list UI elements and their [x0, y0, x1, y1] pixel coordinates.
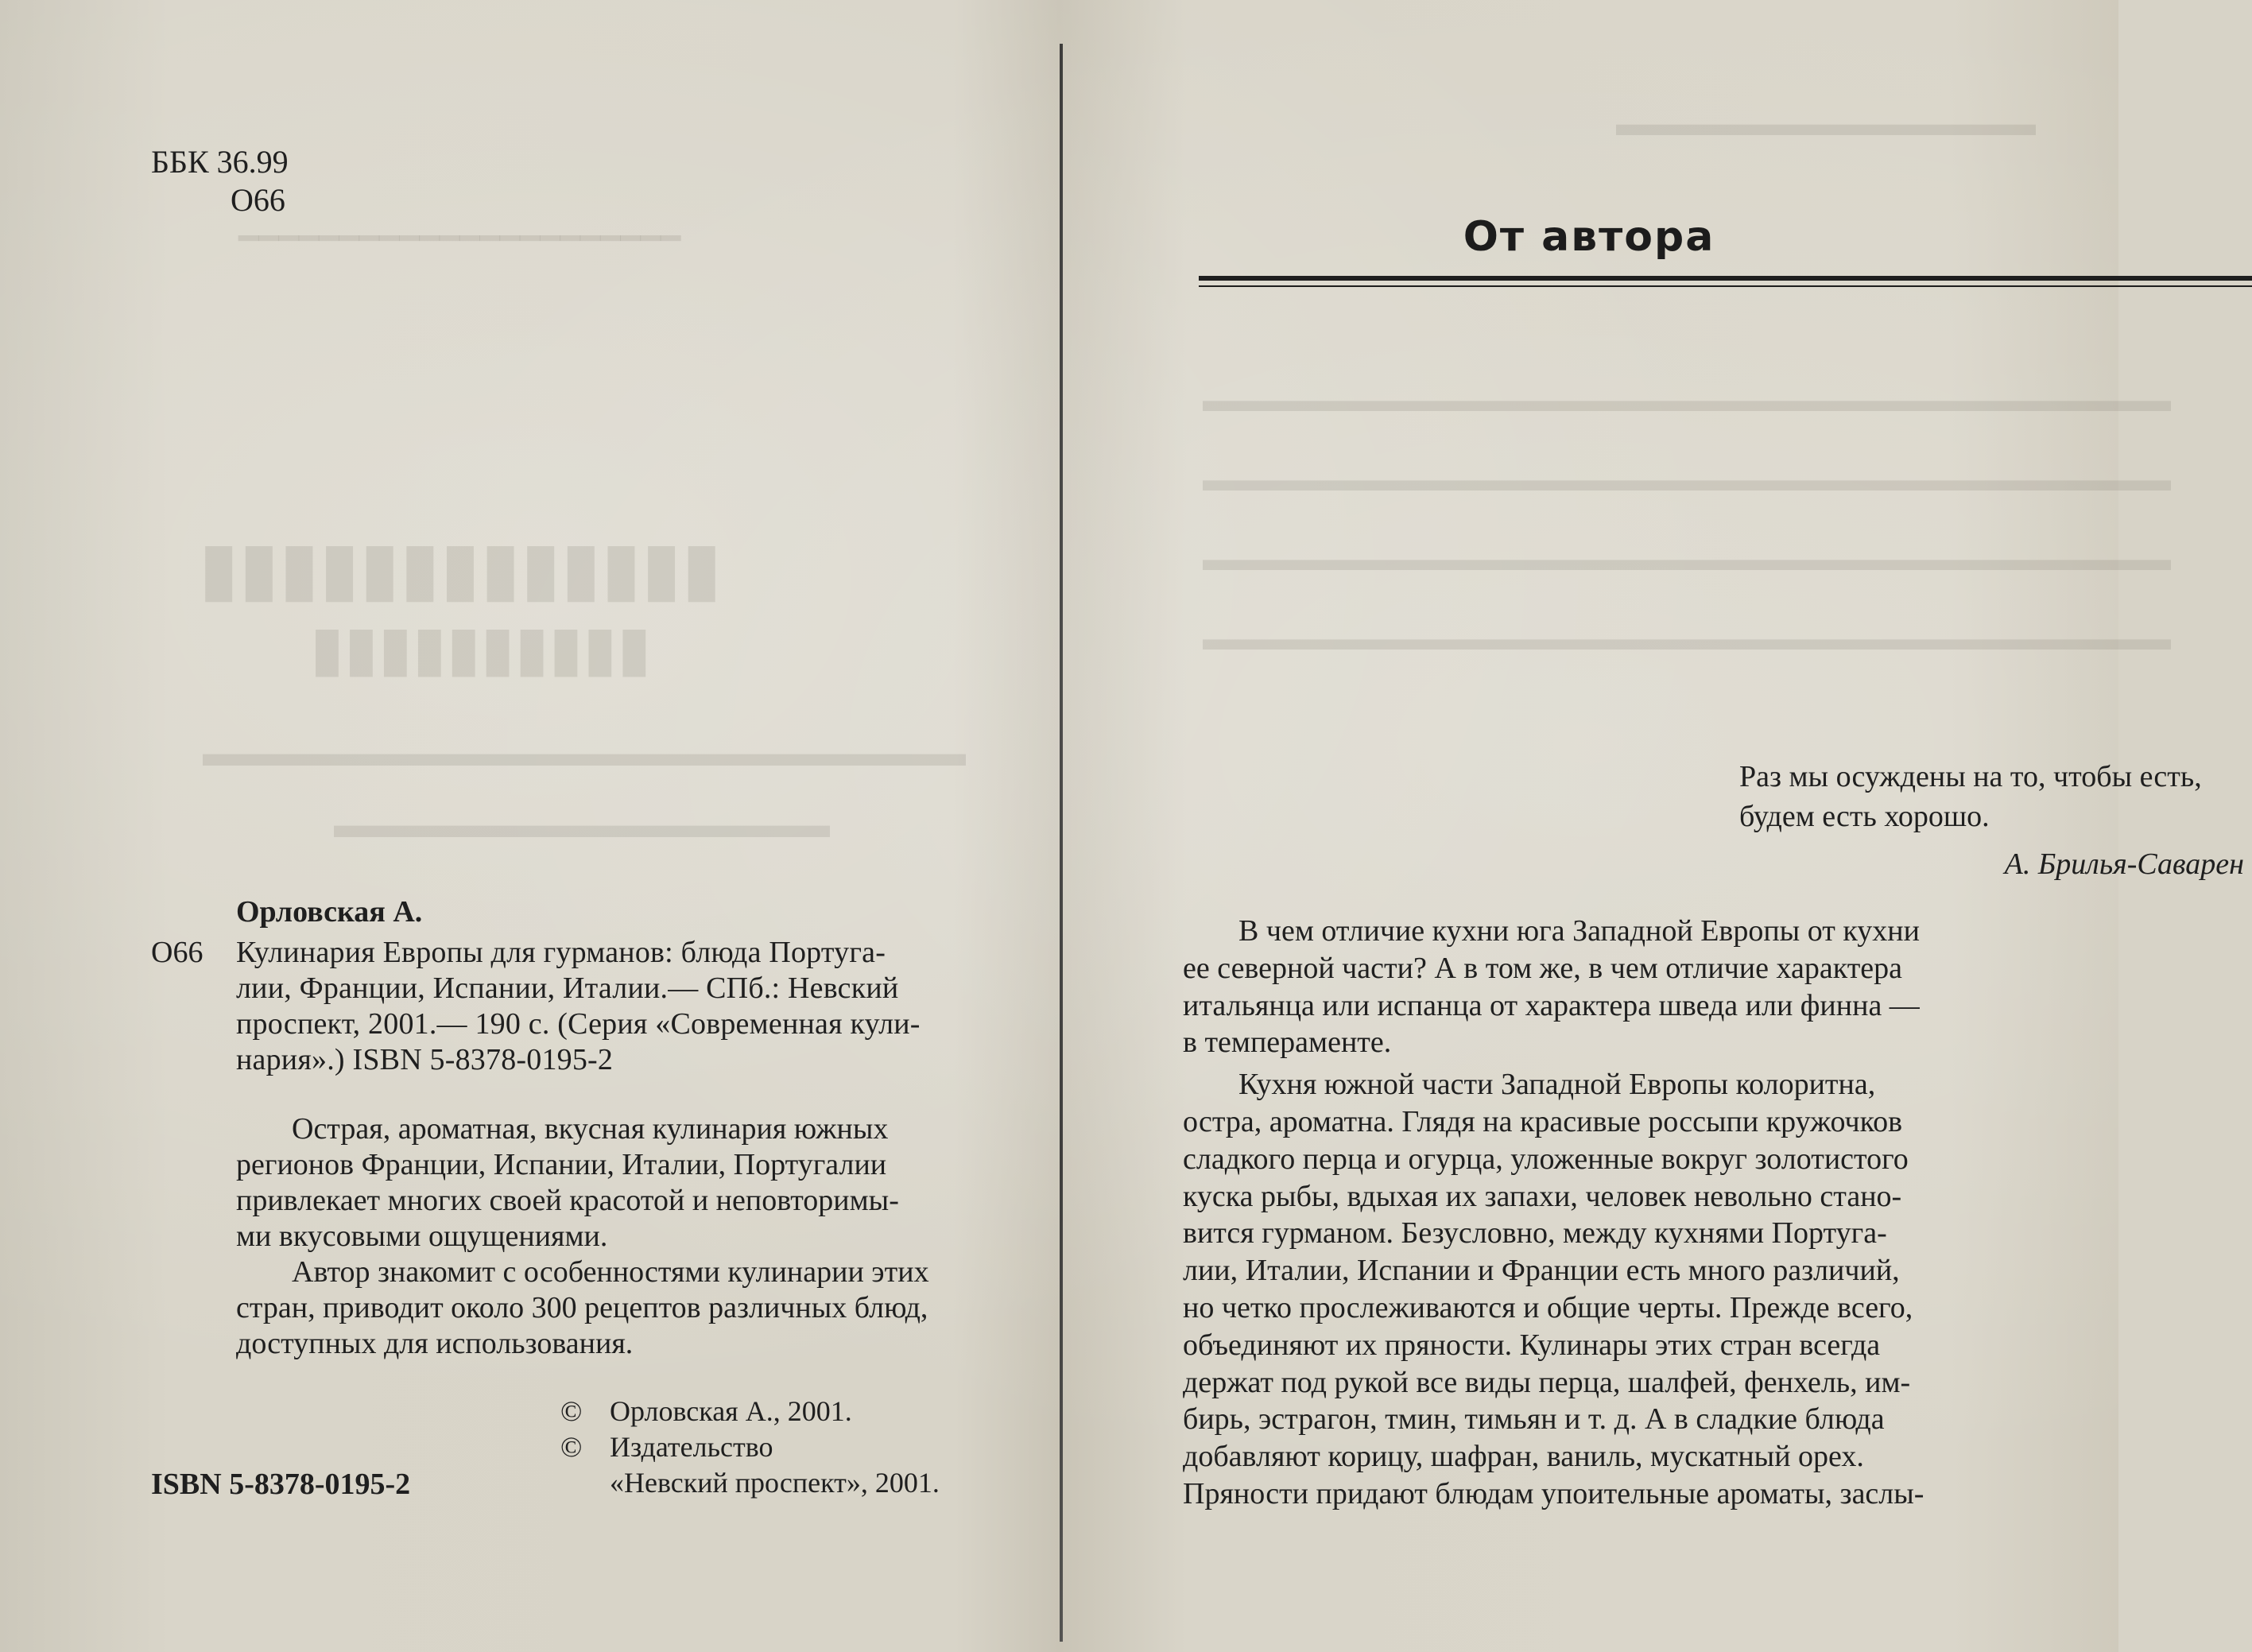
show-through-ghost: ▬▬▬▬▬▬▬▬▬▬▬▬ — [1616, 104, 2036, 143]
epigraph — [1501, 757, 2244, 884]
isbn: ISBN 5-8378-0195-2 — [151, 1468, 411, 1501]
copyright-icon: © — [560, 1431, 583, 1463]
bbk-classification — [151, 143, 289, 219]
body-paragraph: Кухня южной части Западной Европы колоритна, остра, ароматна. Глядя на красивые россыпи кружочков сладкого перца и огурца, уложенные вокруг золотистого куска рыбы, вдыхая их запахи, человек невольно стано- вится гурманом. Безусловно, между кухнями Португа- лии, Италии, Испании и Франции есть много различий, но четко прослеживаются и общие черты. Прежде всего, объединяют их пряности. Кулинары этих стран всегда держат под рукой все виды перца, шалфей, фенхель, им- бирь, эстрагон, тмин, тимьян и т. д. А в сладкие блюда добавляют корицу, шафран, ваниль, мускатный орех. Пряности придают блюдам упоительные ароматы, заслы- — [1183, 1068, 1924, 1510]
body-paragraph: В чем отличие кухни юга Западной Европы от кухни ее северной части? А в том же, в чем отличие характера итальянца или испанца от характера шведа или финна — в темпераменте. — [1183, 914, 1920, 1060]
show-through-ghost: ▬▬▬▬▬▬▬▬▬▬▬▬▬▬▬▬▬▬▬▬▬▬▬▬▬▬▬▬▬ — [1203, 382, 2171, 419]
show-through-ghost: ▬▬▬▬▬▬▬▬▬▬▬▬▬▬▬▬▬▬▬▬▬▬▬▬▬▬▬▬▬ — [1203, 541, 2171, 578]
bibliographic-record — [151, 894, 938, 1362]
show-through-ghost: ▬▬▬▬▬▬▬▬▬▬▬▬▬▬▬▬▬▬▬▬ — [203, 732, 966, 774]
chapter-title: От автора — [1463, 213, 1715, 261]
record-entry — [151, 935, 938, 1078]
epigraph-quote: Раз мы осуждены на то, чтобы есть, будем есть хорошо. — [1739, 760, 2202, 833]
chapter-body — [1183, 913, 2240, 1518]
epigraph-author: А. Брилья-Саварен — [2004, 847, 2244, 881]
record-description: Кулинария Европы для гурманов: блюда Португа- лии, Франции, Испании, Италии.— СПб.: Невский проспект, 2001.— 190 с. (Серия «Современная кули- нария».) ISBN 5-8378-0195-2 — [236, 936, 921, 1076]
copyright-icon: © — [560, 1395, 583, 1427]
show-through-ghost: ▮▮▮▮▮▮▮▮▮▮ — [310, 614, 652, 683]
left-page — [0, 0, 1060, 1652]
annotation-paragraph: Острая, ароматная, вкусная кулинария южных регионов Франции, Испании, Италии, Португалии привлекает многих своей красотой и неповторимы- ми вкусовыми ощущениями. — [236, 1112, 899, 1253]
copyright-line — [560, 1429, 940, 1501]
bbk-label: ББК 36.99 — [151, 144, 289, 180]
show-through-ghost: ━━━━━━━━━━━━━━━━━━━━━━ — [238, 221, 681, 258]
annotation-paragraph: Автор знакомит с особенностями кулинарии этих стран, приводит около 300 рецептов различных блюд, доступных для использования. — [236, 1255, 929, 1360]
copyright-publisher: Издательство «Невский проспект», 2001. — [610, 1431, 940, 1499]
show-through-ghost: ▬▬▬▬▬▬▬▬▬▬▬▬▬ — [334, 804, 830, 846]
show-through-ghost: ▮▮▮▮▮▮▮▮▮▮▮▮▮ — [199, 528, 723, 609]
right-page — [1060, 0, 2244, 1652]
copyright-author: Орловская А., 2001. — [610, 1395, 852, 1427]
copyright-block — [560, 1394, 940, 1501]
record-code: О66 — [151, 936, 203, 969]
record-author: Орловская А. — [236, 895, 423, 929]
copyright-line — [560, 1394, 940, 1429]
title-double-rule — [1199, 276, 2252, 287]
show-through-ghost: ▬▬▬▬▬▬▬▬▬▬▬▬▬▬▬▬▬▬▬▬▬▬▬▬▬▬▬▬▬ — [1203, 462, 2171, 498]
show-through-ghost: ▬▬▬▬▬▬▬▬▬▬▬▬▬▬▬▬▬▬▬▬▬▬▬▬▬▬▬▬▬ — [1203, 621, 2171, 657]
bbk-author-code: О66 — [231, 182, 285, 218]
